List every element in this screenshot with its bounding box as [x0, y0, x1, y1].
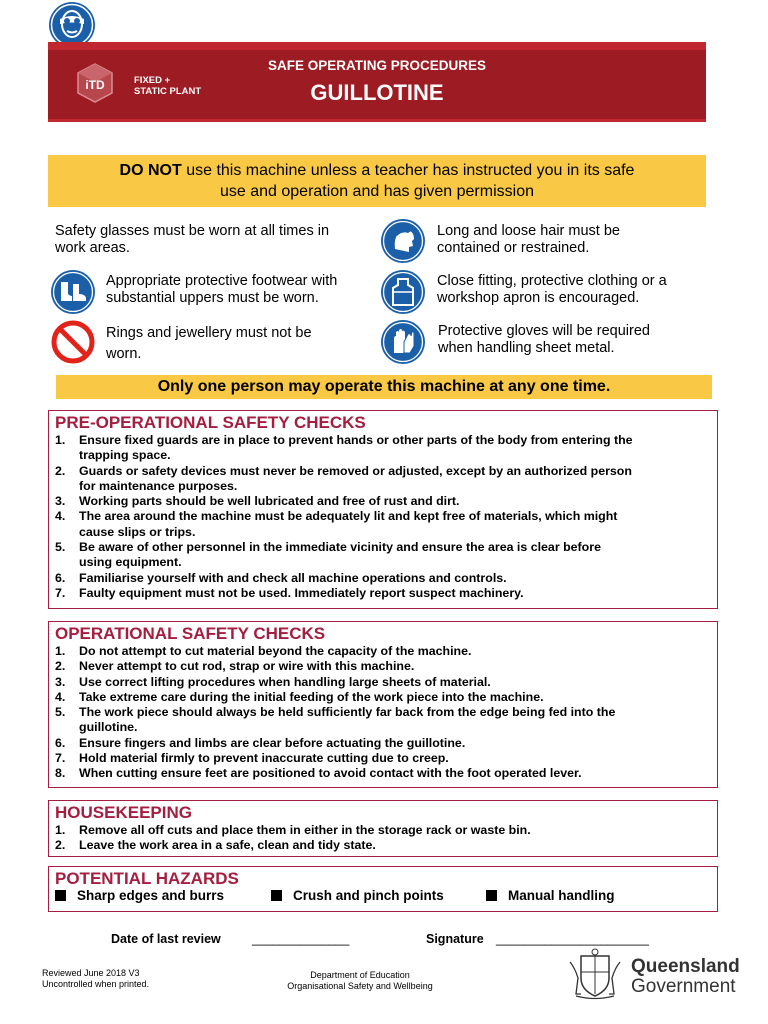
housekeeping-list — [55, 823, 713, 854]
list-text: Remove all off cuts and place them in either in the storage rack or waste bin. — [79, 823, 531, 837]
operational-section — [48, 621, 718, 788]
operational-title: OPERATIONAL SAFETY CHECKS — [55, 624, 326, 643]
list-item — [55, 586, 713, 601]
list-number: 6. — [55, 735, 66, 750]
itd-line2: STATIC PLANT — [134, 86, 202, 97]
list-item — [55, 494, 713, 509]
hazard-item: Sharp edges and burrs — [55, 888, 224, 903]
list-text: The work piece should always be held sufficiently far back from the edge being fed into the — [79, 705, 616, 720]
header-banner — [48, 42, 706, 122]
list-text-cont: using equipment. — [79, 555, 182, 570]
pre-operational-title: PRE-OPERATIONAL SAFETY CHECKS — [55, 413, 366, 432]
housekeeping-section — [48, 800, 718, 857]
list-item — [55, 644, 713, 659]
ppe-gloves-text: Protective gloves will be required when handling sheet metal. — [438, 323, 650, 356]
list-text-cont: trapping space. — [79, 448, 171, 463]
list-text: Never attempt to cut rod, strap or wire with this machine. — [79, 659, 415, 674]
list-item — [55, 823, 713, 838]
apron-icon — [381, 270, 425, 314]
hazard-item: Manual handling — [486, 888, 615, 903]
ppe-glasses-text: Safety glasses must be worn at all times in work areas. — [55, 223, 330, 256]
list-number: 4. — [55, 509, 66, 524]
itd-logo-text: iTD — [85, 78, 105, 92]
list-text-cont: guillotine. — [79, 720, 138, 735]
list-text: Ensure fixed guards are in place to prevent hands or other parts of the body from entering the — [79, 433, 633, 447]
no-jewellery-icon — [51, 320, 95, 364]
list-text: Faulty equipment must not be used. Immediately report suspect machinery. — [79, 585, 524, 600]
list-text: The area around the machine must be adequately lit and kept free of materials, which might — [79, 509, 618, 524]
warning-box — [48, 155, 706, 207]
list-text: Familiarise yourself with and check all machine operations and controls. — [79, 570, 507, 585]
itd-line1: FIXED + — [134, 75, 171, 86]
warning-bold: DO NOT — [119, 162, 182, 179]
list-number: 5. — [55, 705, 66, 720]
list-number: 6. — [55, 570, 66, 585]
qld-government-wordmark: Queensland Government — [631, 956, 740, 997]
safety-boots-icon — [51, 270, 95, 314]
signature-label: Signature — [426, 932, 484, 946]
ppe-hair-text: Long and loose hair must be contained or restrained. — [437, 223, 620, 256]
list-number: 1. — [55, 644, 66, 658]
warning-line2: use and operation and has given permission — [220, 183, 534, 200]
list-item — [55, 690, 713, 705]
list-number: 1. — [55, 823, 66, 837]
review-date-label: Date of last review — [111, 932, 221, 946]
list-item — [55, 705, 713, 736]
list-item — [55, 736, 713, 751]
list-text: Working parts should be well lubricated and free of rust and dirt. — [79, 494, 460, 509]
review-date-line: ______________ — [252, 932, 350, 946]
list-item — [55, 540, 713, 571]
gloves-icon — [381, 320, 425, 364]
list-text-cont: cause slips or trips. — [79, 524, 196, 539]
ppe-footwear-text: Appropriate protective footwear with substantial uppers must be worn. — [106, 273, 338, 306]
list-item — [55, 838, 713, 853]
list-number: 3. — [55, 674, 66, 689]
list-item — [55, 766, 713, 781]
list-text: Use correct lifting procedures when handling large sheets of material. — [79, 674, 491, 689]
pre-operational-list — [55, 433, 713, 601]
list-item — [55, 464, 713, 495]
list-number: 7. — [55, 585, 66, 600]
list-item — [55, 509, 713, 540]
list-number: 8. — [55, 766, 66, 781]
list-item — [55, 751, 713, 766]
page-title: GUILLOTINE — [310, 80, 444, 105]
list-text: Guards or safety devices must never be removed or adjusted, except by an authorized person — [79, 463, 632, 478]
list-number: 3. — [55, 494, 66, 509]
list-text: Take extreme care during the initial feeding of the work piece into the machine. — [79, 689, 544, 704]
ppe-rings-text: Rings and jewellery must not be worn. — [106, 325, 312, 362]
list-text: When cutting ensure feet are positioned to avoid contact with the foot operated lever. — [79, 766, 582, 781]
list-text: Leave the work area in a safe, clean and tidy state. — [79, 838, 376, 853]
signature-line: ______________________ — [496, 932, 649, 946]
hazards-title: POTENTIAL HAZARDS — [55, 869, 239, 888]
list-number: 2. — [55, 838, 66, 853]
list-number: 5. — [55, 540, 66, 555]
list-item — [55, 571, 713, 586]
list-number: 7. — [55, 751, 66, 766]
review-note: Reviewed June 2018 V3 Uncontrolled when printed. — [42, 968, 150, 989]
ppe-apron-text: Close fitting, protective clothing or a workshop apron is encouraged. — [437, 273, 667, 306]
list-text: Ensure fingers and limbs are clear before actuating the guillotine. — [79, 735, 466, 750]
list-item — [55, 659, 713, 674]
hazard-item: Crush and pinch points — [271, 888, 444, 903]
list-item — [55, 675, 713, 690]
list-number: 2. — [55, 463, 66, 478]
queensland-crest-icon — [566, 948, 624, 1000]
list-item — [55, 433, 713, 464]
sop-label: SAFE OPERATING PROCEDURES — [267, 58, 487, 73]
one-person-notice: Only one person may operate this machine at any one time. — [56, 375, 712, 399]
hazards-section — [48, 866, 718, 912]
list-number: 2. — [55, 659, 66, 674]
list-text: Hold material firmly to prevent inaccurate cutting due to creep. — [79, 751, 449, 766]
list-text: Do not attempt to cut material beyond the capacity of the machine. — [79, 644, 472, 658]
list-number: 4. — [55, 689, 66, 704]
list-text-cont: for maintenance purposes. — [79, 478, 238, 493]
hair-restraint-icon — [381, 219, 425, 263]
department-note: Department of Education Organisational Safety and Wellbeing — [287, 970, 433, 991]
list-text: Be aware of other personnel in the immediate vicinity and ensure the area is clear before — [79, 540, 601, 555]
warning-line1: use this machine unless a teacher has instructed you in its safe — [181, 162, 635, 179]
list-number: 1. — [55, 433, 66, 447]
housekeeping-title: HOUSEKEEPING — [55, 803, 192, 822]
pre-operational-section — [48, 410, 718, 609]
operational-list — [55, 644, 713, 782]
